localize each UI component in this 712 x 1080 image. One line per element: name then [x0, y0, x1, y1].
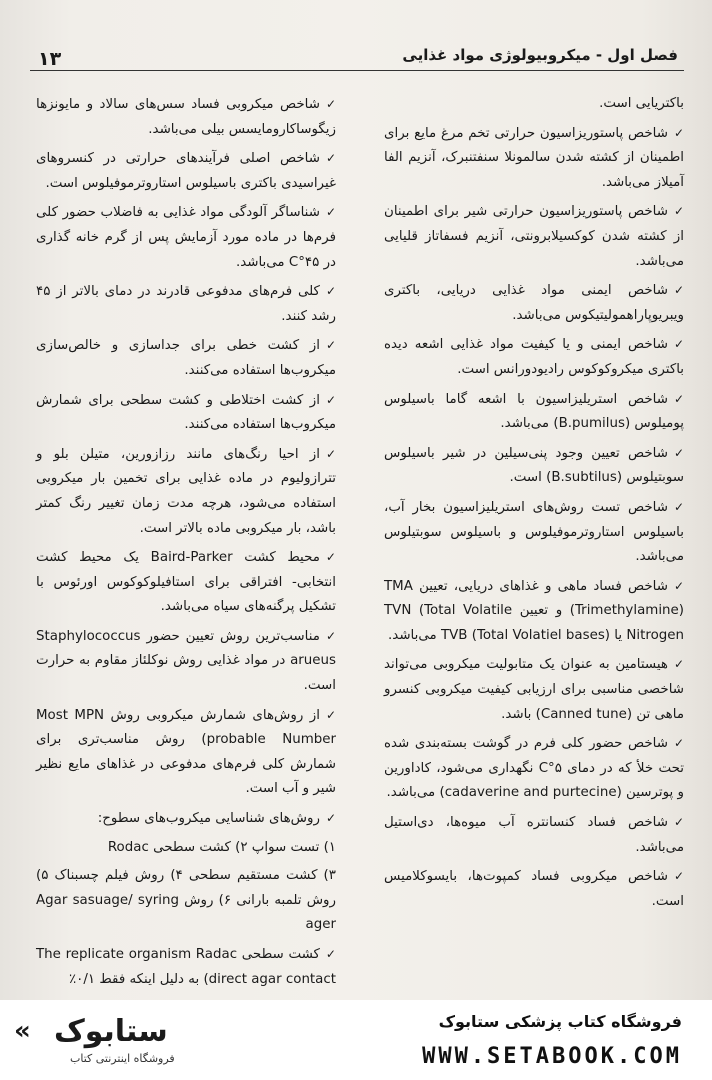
left-column [36, 92, 336, 992]
header-divider [30, 70, 684, 71]
check-icon: ✓ [673, 445, 684, 460]
chapter-title: فصل اول - میکروبیولوژی مواد غذایی [402, 46, 678, 64]
check-icon: ✓ [673, 657, 684, 672]
paragraph-text: شاخص ایمنی مواد غذایی دریایی، باکتری ویبریوپاراهمولیتیکوس می‌باشد. [384, 283, 684, 323]
check-icon: ✓ [673, 736, 684, 751]
paragraph-text: شاخص پاستوریزاسیون حرارتی شیر برای اطمینان از کشته شدن کوکسیلابرونتی، آنزیم فسفاتاز قلیایی می‌باشد. [384, 204, 684, 269]
page-header [30, 40, 684, 70]
paragraph [384, 574, 684, 649]
paragraph [384, 278, 684, 328]
paragraph [36, 624, 336, 699]
paragraph-text: از روش‌های شمارش میکروبی روش Most MPN (probable Number روش مناسب‌تری برای شمارش کلی فرم‌های مدفوعی در غذاهای مایع نظیر شیر و آب است. [36, 707, 337, 797]
check-icon: ✓ [325, 284, 336, 299]
check-icon: ✓ [325, 97, 336, 111]
paragraph-text: ۳) کشت مستقیم سطحی ۴) روش فیلم چسبناک ۵) روش تلمبه بارانی ۶) روش Agar sasuage/ syring ager [36, 868, 336, 933]
logo-wordmark: ستابوک [54, 1014, 168, 1049]
paragraph-text: شاخص حضور کلی فرم در گوشت بسته‌بندی شده تحت خلأ که در دمای ۵°C نگهداری می‌شود، کاداورین و پوترسین (cadaverine and purtecine) می‌باشد. [384, 736, 684, 801]
paragraph [384, 199, 684, 274]
paragraph [384, 121, 684, 196]
paragraph [384, 441, 684, 491]
check-icon: ✓ [325, 392, 336, 407]
paragraph-text: از کشت اختلاطی و کشت سطحی برای شمارش میکروب‌ها استفاده می‌کنند. [36, 392, 336, 433]
paragraph [384, 92, 684, 117]
paragraph-text: شاخص میکروبی فساد سس‌های سالاد و مایونزها زیگوساکارومایسس بیلی می‌باشد. [36, 97, 336, 137]
paragraph [36, 333, 336, 383]
paragraph [36, 92, 336, 142]
check-icon: ✓ [325, 811, 336, 826]
store-logo[interactable] [14, 1010, 284, 1070]
paragraph-text: شاخص ایمنی و یا کیفیت مواد غذایی اشعه دیده باکتری میکروکوکوس رادیودورانس است. [384, 337, 684, 377]
check-icon: ✓ [325, 151, 336, 166]
paragraph [36, 942, 336, 992]
check-icon: ✓ [325, 550, 336, 565]
paragraph [36, 703, 336, 802]
paragraph [36, 806, 336, 832]
check-icon: ✓ [673, 815, 684, 830]
store-footer [0, 1000, 712, 1080]
paragraph-text: شاخص استریلیزاسیون با اشعه گاما باسیلوس پومیلوس (B.pumilus) می‌باشد. [384, 391, 684, 432]
paragraph-text: شاخص تست روش‌های استریلیزاسیون بخار آب، باسیلوس استاروترموفیلوس و باسیلوس سوبتیلوس می‌باشد. [384, 499, 684, 565]
paragraph [36, 545, 336, 620]
check-icon: ✓ [325, 628, 336, 643]
paragraph-text: شاخص فساد کنسانتره آب میوه‌ها، دی‌استیل می‌باشد. [384, 815, 684, 855]
paragraph [384, 387, 684, 437]
paragraph [36, 388, 336, 438]
paragraph-text: از کشت خطی برای جداسازی و خالص‌سازی میکروب‌ها استفاده می‌کنند. [36, 338, 336, 378]
check-icon: ✓ [673, 578, 684, 593]
logo-tagline: فروشگاه اینترنتی کتاب [70, 1052, 175, 1065]
check-icon: ✓ [673, 391, 684, 406]
store-title: فروشگاه کتاب پزشکی ستابوک [438, 1012, 682, 1031]
paragraph-text: شناساگر آلودگی مواد غذایی به فاضلاب حضور کلی فرم‌ها در ماده مورد آزمایش پس از گرم خانه گذاری در ۴۵°C می‌باشد. [36, 205, 336, 270]
paragraph [384, 332, 684, 382]
check-icon: ✓ [673, 337, 684, 352]
page-number: ۱۳ [38, 48, 62, 70]
paragraph-text: مناسب‌ترین روش تعیین حضور Staphylococcus arueus در مواد غذایی روش نوکلئاز مقاوم به حرارت است. [36, 628, 336, 694]
paragraph-text: شاخص فساد ماهی و غذاهای دریایی، تعیین TMA (Trimethylamine) و تعیین TVN (Total Volatile Nitrogen یا TVB (Total Volatiel bases) می‌باشد. [384, 578, 684, 643]
check-icon: ✓ [673, 499, 684, 514]
paragraph-text: محیط کشت Baird-Parker یک محیط کشت انتخابی- افتراقی برای استافیلوکوکوس اورئوس با تشکیل پرگنه‌های سیاه می‌باشد. [36, 550, 336, 615]
check-icon: ✓ [325, 947, 336, 961]
check-icon: ✓ [673, 869, 684, 884]
check-icon: ✓ [673, 283, 684, 298]
paragraph-text: هیستامین به عنوان یک متابولیت میکروبی می‌تواند شاخصی مناسبی برای ارزیابی کیفیت میکروبی کنسرو ماهی تن (Canned tune) باشد. [384, 657, 684, 722]
logo-arrows-icon: « [14, 1016, 31, 1046]
paragraph [36, 146, 336, 196]
paragraph [384, 652, 684, 727]
paragraph-text: روش‌های شناسایی میکروب‌های سطوح: [97, 811, 320, 827]
paragraph [384, 864, 684, 914]
check-icon: ✓ [673, 125, 684, 140]
check-icon: ✓ [325, 338, 336, 353]
check-icon: ✓ [325, 707, 336, 722]
paragraph [384, 731, 684, 806]
paragraph-text: از احیا رنگ‌های مانند رزازورین، متیلن بلو و تترازولیوم در ماده غذایی برای تخمین بار میکروبی استفاده می‌شود، هرچه مدت زمان تغییر رنگ کمتر باشد، بار میکروبی ماده بالاتر است. [36, 446, 336, 536]
paragraph [384, 810, 684, 860]
paragraph [384, 495, 684, 570]
paragraph-text: باکتریایی است. [599, 96, 684, 111]
paragraph-text: شاخص اصلی فرآیندهای حرارتی در کنسروهای غیراسیدی باکتری باسیلوس استاروترموفیلوس است. [36, 151, 336, 191]
check-icon: ✓ [325, 446, 336, 461]
check-icon: ✓ [673, 204, 684, 219]
paragraph-text: شاخص تعیین وجود پنی‌سیلین در شیر باسیلوس سوبتیلوس (B.subtilus) است. [384, 445, 684, 486]
paragraph-text: کلی فرم‌های مدفوعی قادرند در دمای بالاتر از ۴۵ رشد کنند. [36, 284, 336, 324]
check-icon: ✓ [325, 205, 336, 220]
paragraph [36, 864, 336, 938]
paragraph [36, 442, 336, 541]
right-column [384, 92, 684, 914]
paragraph-text: ۱) تست سواپ ۲) کشت سطحی Rodac [107, 839, 336, 855]
paragraph-text: کشت سطحی The replicate organism Radac (direct agar contact به دلیل اینکه فقط ۰/۱٪ [36, 947, 336, 987]
paragraph [36, 200, 336, 275]
paragraph [36, 836, 336, 861]
paragraph-text: شاخص میکروبی فساد کمپوت‌ها، بایسوکلامیس است. [384, 869, 684, 909]
store-url-link[interactable]: WWW.SETABOOK.COM [422, 1044, 682, 1069]
paragraph-text: شاخص پاستوریزاسیون حرارتی تخم مرغ مایع برای اطمینان از کشته شدن سالمونلا سنفتنبرک، آنزیم الفا آمیلاز می‌باشد. [384, 125, 684, 190]
paragraph [36, 279, 336, 329]
